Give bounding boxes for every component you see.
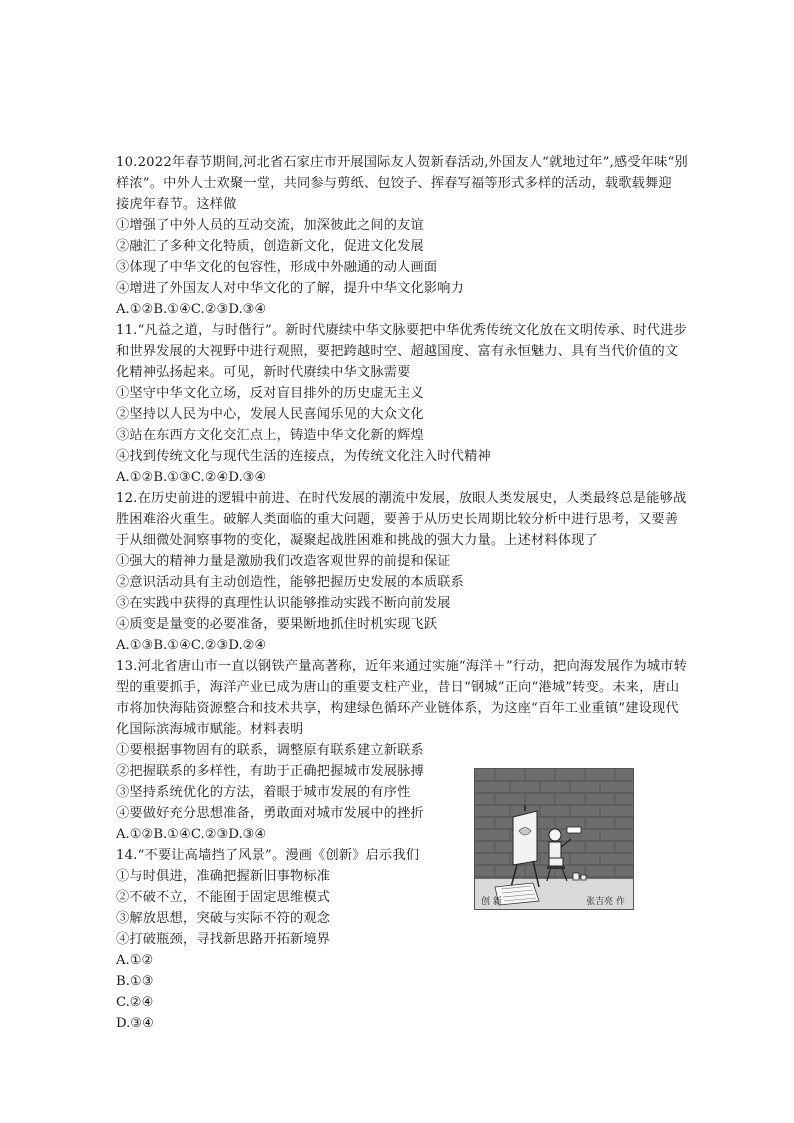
statement-item: ①增强了中外人员的互动交流，加深彼此之间的友谊 bbox=[116, 218, 424, 233]
question-stem-line: 市将加快海陆资源整合和技术共享，构建绿色循环产业链体系，为这座“百年工业重镇”建设现代 bbox=[116, 701, 679, 716]
question-stem-line: 13.河北省唐山市一直以钢铁产量高著称，近年来通过实施“海洋＋”行动，把向海发展作为城市转 bbox=[116, 659, 687, 674]
answer-option-a: A.①② bbox=[116, 953, 154, 968]
question-stem-line: 和世界发展的大视野中进行观照，要把跨越时空、超越国度、富有永恒魅力、具有当代价值的文 bbox=[116, 344, 679, 359]
statement-item: ①与时俱进，准确把握新旧事物标准 bbox=[116, 869, 331, 884]
statement-item: ①要根据事物固有的联系，调整原有联系建立新联系 bbox=[116, 743, 424, 758]
question-stem-line: 型的重要抓手，海洋产业已成为唐山的重要支柱产业，昔日“钢城”正向“港城”转变。未来，唐山 bbox=[116, 680, 680, 695]
question-stem-line: 化精神弘扬起来。可见，新时代赓续中华文脉需要 bbox=[116, 365, 411, 380]
statement-item: ④找到传统文化与现代生活的连接点，为传统文化注入时代精神 bbox=[116, 449, 491, 464]
question-stem-line: 化国际滨海城市赋能。材料表明 bbox=[116, 722, 304, 737]
statement-item: ③坚持系统优化的方法，着眼于城市发展的有序性 bbox=[116, 785, 411, 800]
cartoon-innovation bbox=[474, 768, 634, 910]
statement-item: ②融汇了多种文化特质，创造新文化，促进文化发展 bbox=[116, 239, 424, 254]
question-stem-line: 12.在历史前进的逻辑中前进、在时代发展的潮流中发展，放眼人类发展史，人类最终总是能够战 bbox=[116, 491, 687, 506]
question-stem-line: 胜困难浴火重生。破解人类面临的重大问题，要善于从历史长周期比较分析中进行思考，又要善 bbox=[116, 512, 679, 527]
cartoon-author: 张吉亮 作 bbox=[586, 897, 625, 907]
statement-item: ③解放思想，突破与实际不符的观念 bbox=[116, 911, 331, 926]
question-11 bbox=[116, 320, 687, 488]
answer-option-b: B.①③ bbox=[116, 974, 154, 989]
statement-item: ②坚持以人民为中心，发展人民喜闻乐见的大众文化 bbox=[116, 407, 424, 422]
statement-item: ①强大的精神力量是激励我们改造客观世界的前提和保证 bbox=[116, 554, 451, 569]
statement-item: ①坚守中华文化立场，反对盲目排外的历史虚无主义 bbox=[116, 386, 424, 401]
question-14 bbox=[116, 845, 476, 1034]
answer-options: A.①③B.①④C.②③D.②④ bbox=[116, 638, 267, 653]
answer-option-c: C.②④ bbox=[116, 995, 154, 1010]
statement-item: ②意识活动具有主动创造性，能够把握历史发展的本质联系 bbox=[116, 575, 465, 590]
question-12 bbox=[116, 488, 687, 656]
statement-item: ④质变是量变的必要准备，要果断地抓住时机实现飞跃 bbox=[116, 617, 438, 632]
question-stem-line: 10.2022年春节期间,河北省石家庄市开展国际友人贺新春活动,外国友人“就地过年”,感受年味“别 bbox=[116, 155, 688, 170]
answer-option-d: D.③④ bbox=[116, 1016, 154, 1031]
answer-options: A.①②B.①③C.②④D.③④ bbox=[116, 470, 267, 485]
question-stem-line: 于从细微处洞察事物的变化，凝聚起战胜困难和挑战的强大力量。上述材料体现了 bbox=[116, 533, 598, 548]
statement-item: ②不破不立，不能囿于固定思维模式 bbox=[116, 890, 331, 905]
question-10 bbox=[116, 152, 688, 320]
statement-item: ③体现了中华文化的包容性，形成中外融通的动人画面 bbox=[116, 260, 438, 275]
question-stem-line: 14.“不要让高墙挡了风景”。漫画《创新》启示我们 bbox=[116, 848, 420, 863]
statement-item: ②把握联系的多样性，有助于正确把握城市发展脉搏 bbox=[116, 764, 424, 779]
statement-item: ③在实践中获得的真理性认识能够推动实践不断向前发展 bbox=[116, 596, 451, 611]
answer-options: A.①②B.①④C.②③D.③④ bbox=[116, 302, 267, 317]
statement-item: ④增进了外国友人对中华文化的了解，提升中华文化影响力 bbox=[116, 281, 465, 296]
cartoon-title: 创 新 bbox=[481, 897, 502, 907]
question-stem-line: 样浓”。中外人士欢聚一堂，共同参与剪纸、包饺子、挥春写福等形式多样的活动，载歌载舞迎 bbox=[116, 176, 672, 191]
answer-options: A.①②B.①④C.②③D.③④ bbox=[116, 827, 267, 842]
statement-item: ④要做好充分思想准备，勇敢面对城市发展中的挫折 bbox=[116, 806, 424, 821]
statement-item: ④打破瓶颈，寻找新思路开拓新境界 bbox=[116, 932, 331, 947]
statement-item: ③站在东西方文化交汇点上，铸造中华文化新的辉煌 bbox=[116, 428, 424, 443]
question-stem-line: 接虎年春节。这样做 bbox=[116, 197, 237, 212]
question-stem-line: 11.“凡益之道，与时偕行”。新时代赓续中华文脉要把中华优秀传统文化放在文明传承、时代进步 bbox=[116, 323, 687, 338]
cartoon-drawing bbox=[475, 769, 633, 909]
